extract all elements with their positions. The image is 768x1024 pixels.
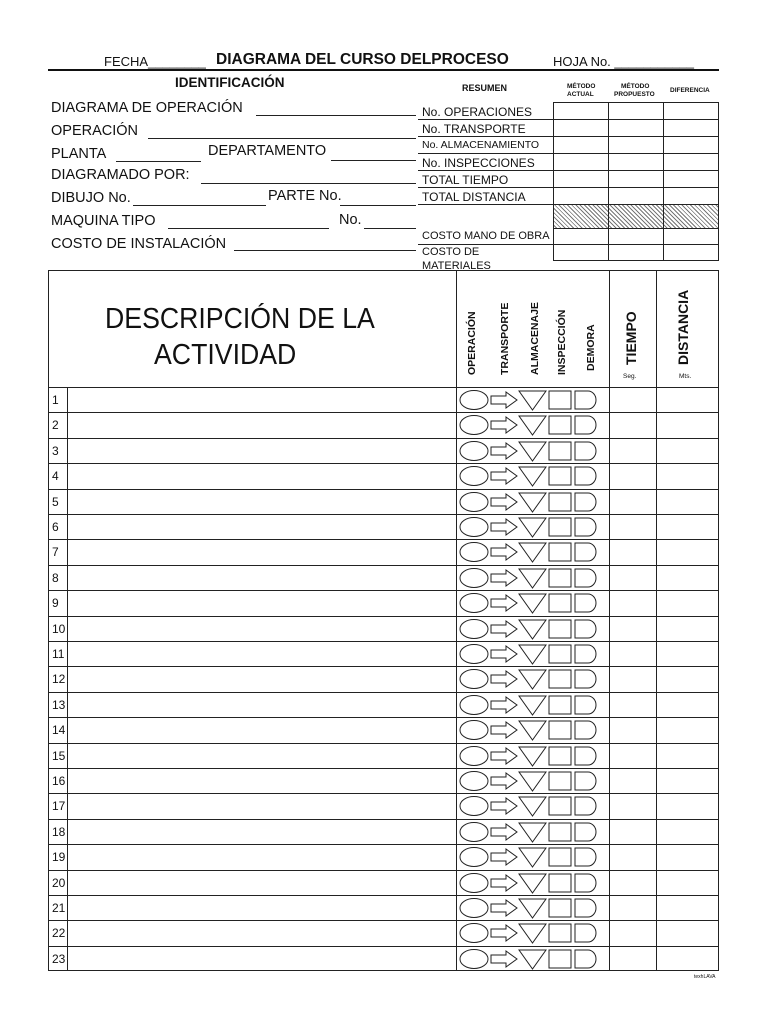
resumen-rule: [418, 119, 553, 120]
row-number: 21: [52, 901, 66, 915]
costo-instalacion-label: COSTO DE INSTALACIÓN: [51, 236, 227, 252]
delay-d-icon[interactable]: [575, 721, 596, 739]
fecha-label: FECHA________: [104, 54, 206, 69]
delay-d-icon[interactable]: [575, 797, 596, 815]
operation-circle-icon[interactable]: [460, 619, 488, 638]
delay-d-icon[interactable]: [575, 442, 596, 460]
grid-line: [49, 920, 719, 921]
resumen-almacenamiento: No. ALMACENAMIENTO: [422, 139, 540, 151]
transport-arrow-icon[interactable]: [491, 494, 517, 510]
table-row[interactable]: [49, 920, 719, 945]
symbol-strip: [457, 693, 610, 717]
table-row[interactable]: [49, 946, 719, 971]
storage-triangle-icon[interactable]: [519, 467, 546, 486]
inspection-square-icon[interactable]: [549, 670, 571, 688]
diagramado-por-label: DIAGRAMADO POR:: [51, 167, 190, 183]
delay-d-icon[interactable]: [575, 848, 596, 866]
inspection-square-icon[interactable]: [549, 924, 571, 942]
dibujo-no-field[interactable]: [133, 205, 266, 206]
transport-arrow-icon[interactable]: [491, 570, 517, 586]
row-number: 3: [52, 443, 59, 458]
row-number: 17: [52, 799, 66, 814]
grid-line: [49, 514, 719, 515]
transport-arrow-icon[interactable]: [491, 646, 517, 662]
symbol-strip: [457, 896, 610, 920]
grid-line: [718, 102, 719, 260]
grid-line: [49, 717, 719, 718]
hatched-separator: [553, 204, 719, 228]
resumen-operaciones: No. OPERACIONES: [422, 105, 533, 119]
row-number: 14: [52, 723, 66, 738]
symbol-strip: [457, 464, 610, 488]
inspection-square-icon[interactable]: [549, 696, 571, 714]
table-row[interactable]: [49, 844, 719, 869]
grid-line: [49, 793, 719, 794]
symbol-strip: [457, 591, 610, 615]
grid-line: [49, 692, 719, 693]
grid-line: [49, 412, 719, 413]
row-number: 13: [52, 697, 66, 712]
parte-no-field[interactable]: [340, 205, 416, 206]
dibujo-no-label: DIBUJO No.: [51, 190, 131, 206]
delay-d-icon[interactable]: [575, 772, 596, 790]
resumen-heading: RESUMEN: [462, 83, 508, 93]
delay-d-icon[interactable]: [575, 416, 596, 434]
storage-triangle-icon[interactable]: [519, 899, 546, 918]
table-row[interactable]: [49, 514, 719, 539]
grid-line: [49, 489, 719, 490]
grid-line: [49, 666, 719, 667]
delay-d-icon[interactable]: [575, 620, 596, 638]
inspection-square-icon[interactable]: [549, 899, 571, 917]
distancia-unit: Mts.: [679, 373, 692, 380]
row-number: 6: [52, 520, 59, 534]
resumen-rule: [418, 170, 553, 171]
transport-arrow-icon[interactable]: [491, 595, 517, 611]
row-number: 9: [52, 596, 59, 611]
transport-arrow-icon[interactable]: [491, 392, 517, 408]
delay-d-icon[interactable]: [575, 594, 596, 612]
delay-d-icon[interactable]: [575, 391, 596, 409]
table-row[interactable]: [49, 717, 719, 742]
transport-arrow-icon[interactable]: [491, 773, 517, 789]
symbol-strip: [457, 566, 610, 590]
transport-arrow-icon[interactable]: [491, 849, 517, 865]
table-row[interactable]: [49, 895, 719, 920]
resumen-rule: [418, 136, 553, 137]
grid-line: [553, 170, 719, 171]
operation-circle-icon[interactable]: [460, 645, 488, 664]
inspection-square-icon[interactable]: [549, 442, 571, 460]
maquina-tipo-field[interactable]: [168, 228, 329, 229]
header-distancia: DISTANCIA: [675, 289, 691, 365]
symbol-strip: [457, 769, 610, 793]
operation-circle-icon[interactable]: [460, 873, 488, 892]
operation-circle-icon[interactable]: [460, 797, 488, 816]
row-number: 10: [52, 621, 66, 636]
operation-circle-icon[interactable]: [460, 924, 488, 943]
storage-triangle-icon[interactable]: [519, 620, 546, 639]
symbol-strip: [457, 718, 610, 742]
operation-circle-icon[interactable]: [460, 441, 488, 460]
operation-circle-icon[interactable]: [460, 949, 488, 968]
transport-arrow-icon[interactable]: [491, 697, 517, 713]
symbol-strip: [457, 667, 610, 691]
header-rule: [48, 69, 719, 71]
storage-triangle-icon[interactable]: [519, 645, 546, 664]
symbol-strip: [457, 617, 610, 641]
resumen-inspecciones: No. INSPECCIONES: [422, 156, 535, 170]
inspection-square-icon[interactable]: [549, 416, 571, 434]
inspection-square-icon[interactable]: [549, 874, 571, 892]
storage-triangle-icon[interactable]: [519, 848, 546, 867]
form-title: DIAGRAMA DEL CURSO DELPROCESO: [216, 51, 509, 68]
row-number: 16: [52, 774, 66, 788]
header-inspeccion: INSPECCIÓN: [556, 309, 568, 375]
row-number: 22: [52, 926, 66, 941]
operation-circle-icon[interactable]: [460, 391, 488, 410]
transport-arrow-icon[interactable]: [491, 621, 517, 637]
operation-circle-icon[interactable]: [460, 772, 488, 791]
symbol-strip: [457, 413, 610, 437]
transport-arrow-icon[interactable]: [491, 951, 517, 967]
diagrama-operacion-label: DIAGRAMA DE OPERACIÓN: [51, 100, 243, 116]
transport-arrow-icon[interactable]: [491, 417, 517, 433]
storage-triangle-icon[interactable]: [519, 543, 546, 562]
departamento-label: DEPARTAMENTO: [208, 143, 327, 159]
operation-circle-icon[interactable]: [460, 848, 488, 867]
header-demora: DEMORA: [585, 324, 597, 371]
grid-line: [49, 463, 719, 464]
inspection-square-icon[interactable]: [549, 645, 571, 663]
header-transporte: TRANSPORTE: [499, 302, 511, 375]
delay-d-icon[interactable]: [575, 493, 596, 511]
maquina-no-field[interactable]: [364, 228, 416, 229]
symbol-strip: [457, 744, 610, 768]
grid-line: [553, 102, 554, 260]
storage-triangle-icon[interactable]: [519, 950, 546, 969]
resumen-rule: [418, 204, 553, 205]
row-number: 8: [52, 570, 59, 585]
header-operacion: OPERACIÓN: [466, 311, 478, 375]
parte-no-label: PARTE No.: [268, 188, 342, 204]
costo-instalacion-field[interactable]: [234, 250, 416, 251]
footer-credit: texhLAVA: [694, 974, 716, 980]
storage-triangle-icon[interactable]: [519, 924, 546, 943]
inspection-square-icon[interactable]: [549, 950, 571, 968]
transport-arrow-icon[interactable]: [491, 671, 517, 687]
delay-d-icon[interactable]: [575, 467, 596, 485]
delay-d-icon[interactable]: [575, 874, 596, 892]
table-row[interactable]: [49, 489, 719, 514]
identificacion-heading: IDENTIFICACIÓN: [175, 75, 285, 90]
symbol-strip: [457, 921, 610, 945]
maquina-tipo-label: MAQUINA TIPO: [51, 213, 156, 229]
storage-triangle-icon[interactable]: [519, 874, 546, 893]
inspection-square-icon[interactable]: [549, 391, 571, 409]
description-heading-line2: ACTIVIDAD: [154, 339, 297, 371]
inspection-square-icon[interactable]: [549, 747, 571, 765]
metodo-propuesto-line1: MÉTODO: [621, 83, 650, 90]
table-row[interactable]: [49, 616, 719, 641]
inspection-square-icon[interactable]: [549, 543, 571, 561]
resumen-total-tiempo: TOTAL TIEMPO: [422, 173, 509, 187]
activity-table: [48, 270, 719, 971]
operation-circle-icon[interactable]: [460, 746, 488, 765]
inspection-square-icon[interactable]: [549, 493, 571, 511]
storage-triangle-icon[interactable]: [519, 772, 546, 791]
operation-circle-icon[interactable]: [460, 594, 488, 613]
grid-line: [553, 153, 719, 154]
transport-arrow-icon[interactable]: [491, 900, 517, 916]
metodo-propuesto-line2: PROPUESTO: [614, 91, 655, 98]
symbol-strip: [457, 540, 610, 564]
table-row[interactable]: [49, 870, 719, 895]
storage-triangle-icon[interactable]: [519, 518, 546, 537]
inspection-square-icon[interactable]: [549, 848, 571, 866]
inspection-square-icon[interactable]: [549, 721, 571, 739]
storage-triangle-icon[interactable]: [519, 670, 546, 689]
delay-d-icon[interactable]: [575, 924, 596, 942]
storage-triangle-icon[interactable]: [519, 747, 546, 766]
operation-circle-icon[interactable]: [460, 416, 488, 435]
operation-circle-icon[interactable]: [460, 822, 488, 841]
inspection-square-icon[interactable]: [549, 594, 571, 612]
grid-line: [553, 187, 719, 188]
delay-d-icon[interactable]: [575, 747, 596, 765]
storage-triangle-icon[interactable]: [519, 442, 546, 461]
operation-circle-icon[interactable]: [460, 899, 488, 918]
storage-triangle-icon[interactable]: [519, 797, 546, 816]
table-row[interactable]: [49, 539, 719, 564]
operacion-field[interactable]: [148, 138, 416, 139]
delay-d-icon[interactable]: [575, 569, 596, 587]
grid-line: [49, 768, 719, 769]
delay-d-icon[interactable]: [575, 518, 596, 536]
operation-circle-icon[interactable]: [460, 543, 488, 562]
resumen-costo-materiales-line1: COSTO DE: [422, 246, 480, 258]
description-heading-line1: DESCRIPCIÓN DE LA: [105, 303, 375, 335]
resumen-transporte: No. TRANSPORTE: [422, 122, 526, 136]
symbol-strip: [457, 820, 610, 844]
storage-triangle-icon[interactable]: [519, 569, 546, 588]
grid-line: [49, 743, 719, 744]
grid-line: [49, 819, 719, 820]
transport-arrow-icon[interactable]: [491, 443, 517, 459]
transport-arrow-icon[interactable]: [491, 925, 517, 941]
grid-line: [49, 565, 719, 566]
transport-arrow-icon[interactable]: [491, 722, 517, 738]
storage-triangle-icon[interactable]: [519, 823, 546, 842]
row-number: 15: [52, 748, 66, 763]
storage-triangle-icon[interactable]: [519, 391, 546, 410]
symbol-strip: [457, 794, 610, 818]
delay-d-icon[interactable]: [575, 823, 596, 841]
row-number: 11: [52, 647, 65, 661]
hoja-label: HOJA No. ___________: [553, 54, 694, 69]
header-almacenaje: ALMACENAJE: [529, 302, 541, 375]
table-row[interactable]: [49, 692, 719, 717]
table-row[interactable]: [49, 412, 719, 437]
table-row[interactable]: [49, 819, 719, 844]
row-number: 5: [52, 494, 59, 509]
inspection-square-icon[interactable]: [549, 467, 571, 485]
inspection-square-icon[interactable]: [549, 772, 571, 790]
grid-line: [49, 641, 719, 642]
symbol-strip: [457, 642, 610, 666]
diferencia-header: DIFERENCIA: [670, 87, 710, 94]
operation-circle-icon[interactable]: [460, 721, 488, 740]
resumen-total-distancia: TOTAL DISTANCIA: [422, 190, 526, 204]
resumen-costo-mano-obra: COSTO MANO DE OBRA: [422, 230, 550, 242]
operation-circle-icon[interactable]: [460, 695, 488, 714]
grid-line: [663, 102, 664, 260]
planta-field[interactable]: [116, 161, 201, 162]
symbol-strip: [457, 947, 610, 971]
row-number: 12: [52, 672, 66, 687]
table-row[interactable]: [49, 590, 719, 615]
row-number: 18: [52, 824, 66, 839]
transport-arrow-icon[interactable]: [491, 875, 517, 891]
operation-circle-icon[interactable]: [460, 492, 488, 511]
symbol-strip: [457, 388, 610, 412]
grid-line: [49, 844, 719, 845]
inspection-square-icon[interactable]: [549, 797, 571, 815]
resumen-rule: [418, 153, 553, 154]
grid-line: [553, 119, 719, 120]
transport-arrow-icon[interactable]: [491, 468, 517, 484]
grid-line: [553, 136, 719, 137]
delay-d-icon[interactable]: [575, 696, 596, 714]
storage-triangle-icon[interactable]: [519, 416, 546, 435]
diagramado-por-field[interactable]: [201, 183, 416, 184]
tiempo-unit: Seg.: [623, 373, 637, 380]
table-row[interactable]: [49, 666, 719, 691]
storage-triangle-icon[interactable]: [519, 721, 546, 740]
table-row[interactable]: [49, 793, 719, 818]
inspection-square-icon[interactable]: [549, 518, 571, 536]
grid-line: [608, 102, 609, 260]
row-number: 7: [52, 545, 59, 560]
delay-d-icon[interactable]: [575, 899, 596, 917]
table-row[interactable]: [49, 387, 719, 412]
resumen-grid: [553, 102, 719, 260]
transport-arrow-icon[interactable]: [491, 519, 517, 535]
grid-line: [49, 438, 719, 439]
maquina-no-label: No.: [339, 212, 362, 228]
header-tiempo: TIEMPO: [623, 311, 639, 365]
operation-circle-icon[interactable]: [460, 670, 488, 689]
grid-line: [49, 539, 719, 540]
row-number: 1: [52, 393, 59, 407]
row-number: 20: [52, 875, 66, 890]
transport-arrow-icon[interactable]: [491, 748, 517, 764]
storage-triangle-icon[interactable]: [519, 696, 546, 715]
transport-arrow-icon[interactable]: [491, 798, 517, 814]
grid-line: [553, 244, 719, 245]
operation-circle-icon[interactable]: [460, 467, 488, 486]
departamento-field[interactable]: [331, 160, 416, 161]
grid-line: [49, 946, 719, 947]
inspection-square-icon[interactable]: [549, 823, 571, 841]
planta-label: PLANTA: [51, 146, 107, 162]
symbol-strip: [457, 845, 610, 869]
symbol-strip: [457, 871, 610, 895]
operation-circle-icon[interactable]: [460, 568, 488, 587]
resumen-rule: [418, 244, 553, 245]
inspection-square-icon[interactable]: [549, 569, 571, 587]
resumen-rule: [418, 187, 553, 188]
table-row[interactable]: [49, 438, 719, 463]
table-row[interactable]: [49, 463, 719, 488]
transport-arrow-icon[interactable]: [491, 824, 517, 840]
grid-line: [553, 102, 719, 103]
resumen-costo-materiales-line2: MATERIALES: [422, 260, 491, 272]
inspection-square-icon[interactable]: [549, 620, 571, 638]
grid-line: [49, 590, 719, 591]
row-number: 2: [52, 418, 59, 433]
operacion-label: OPERACIÓN: [51, 123, 139, 139]
grid-line: [553, 228, 719, 229]
transport-arrow-icon[interactable]: [491, 544, 517, 560]
grid-line: [49, 870, 719, 871]
symbol-strip: [457, 439, 610, 463]
diagrama-operacion-field[interactable]: [256, 115, 416, 116]
delay-d-icon[interactable]: [575, 645, 596, 663]
grid-line: [49, 616, 719, 617]
grid-line: [49, 895, 719, 896]
row-number: 19: [52, 850, 66, 865]
table-row[interactable]: [49, 768, 719, 793]
grid-line: [553, 260, 719, 261]
delay-d-icon[interactable]: [575, 950, 596, 968]
metodo-actual-line2: ACTUAL: [567, 91, 594, 98]
table-row[interactable]: [49, 565, 719, 590]
grid-line: [553, 204, 719, 205]
storage-triangle-icon[interactable]: [519, 493, 546, 512]
table-row[interactable]: [49, 743, 719, 768]
symbol-strip: [457, 490, 610, 514]
symbol-strip: [457, 515, 610, 539]
storage-triangle-icon[interactable]: [519, 594, 546, 613]
metodo-actual-line1: MÉTODO: [567, 83, 596, 90]
delay-d-icon[interactable]: [575, 543, 596, 561]
operation-circle-icon[interactable]: [460, 518, 488, 537]
table-row[interactable]: [49, 641, 719, 666]
row-number: 4: [52, 469, 59, 484]
delay-d-icon[interactable]: [575, 670, 596, 688]
row-number: 23: [52, 951, 66, 966]
